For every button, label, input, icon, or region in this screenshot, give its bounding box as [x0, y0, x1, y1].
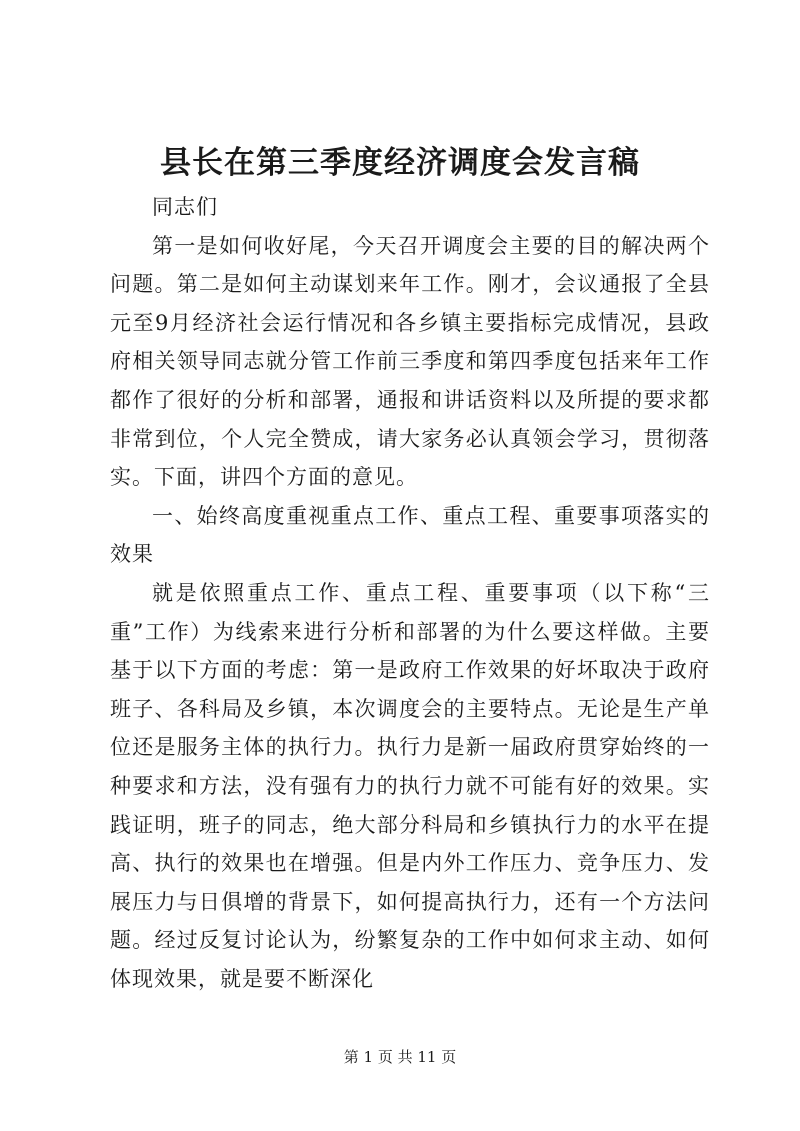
paragraph-section-1: 就是依照重点工作、重点工程、重要事项（以下称“三重”工作）为线索来进行分析和部署的为什么要这样做。主要基于以下方面的考虑：第一是政府工作效果的好坏取决于政府班子、各科局及乡镇，本次调度会的主要特点。无论是生产单位还是服务主体的执行力。执行力是新一届政府贯穿始终的一种要求和方法，没有强有力的执行力就不可能有好的效果。实践证明，班子的同志，绝大部分科局和乡镇执行力的水平在提高、执行的效果也在增强。但是内外工作压力、竞争压力、发展压力与日俱增的背景下，如何提高执行力，还有一个方法问题。经过反复讨论认为，纷繁复杂的工作中如何求主动、如何体现效果，就是要不断深化: [110, 580, 710, 991]
document-body: [110, 188, 710, 998]
page-footer: 第 1 页 共 11 页: [343, 1048, 457, 1066]
section-heading-1: 一、始终高度重视重点工作、重点工程、重要事项落实的效果: [110, 503, 710, 567]
document-title: 县长在第三季度经济调度会发言稿: [160, 145, 640, 181]
paragraph-greeting: 同志们: [152, 195, 218, 219]
paragraph-intro: 第一是如何收好尾，今天召开调度会主要的目的解决两个问题。第二是如何主动谋划来年工作。刚才，会议通报了全县元至9月经济社会运行情况和各乡镇主要指标完成情况，县政府相关领导同志就分管工作前三季度和第四季度包括来年工作都作了很好的分析和部署，通报和讲话资料以及所提的要求都非常到位，个人完全赞成，请大家务必认真领会学习，贯彻落实。下面，讲四个方面的意见。: [110, 233, 710, 490]
